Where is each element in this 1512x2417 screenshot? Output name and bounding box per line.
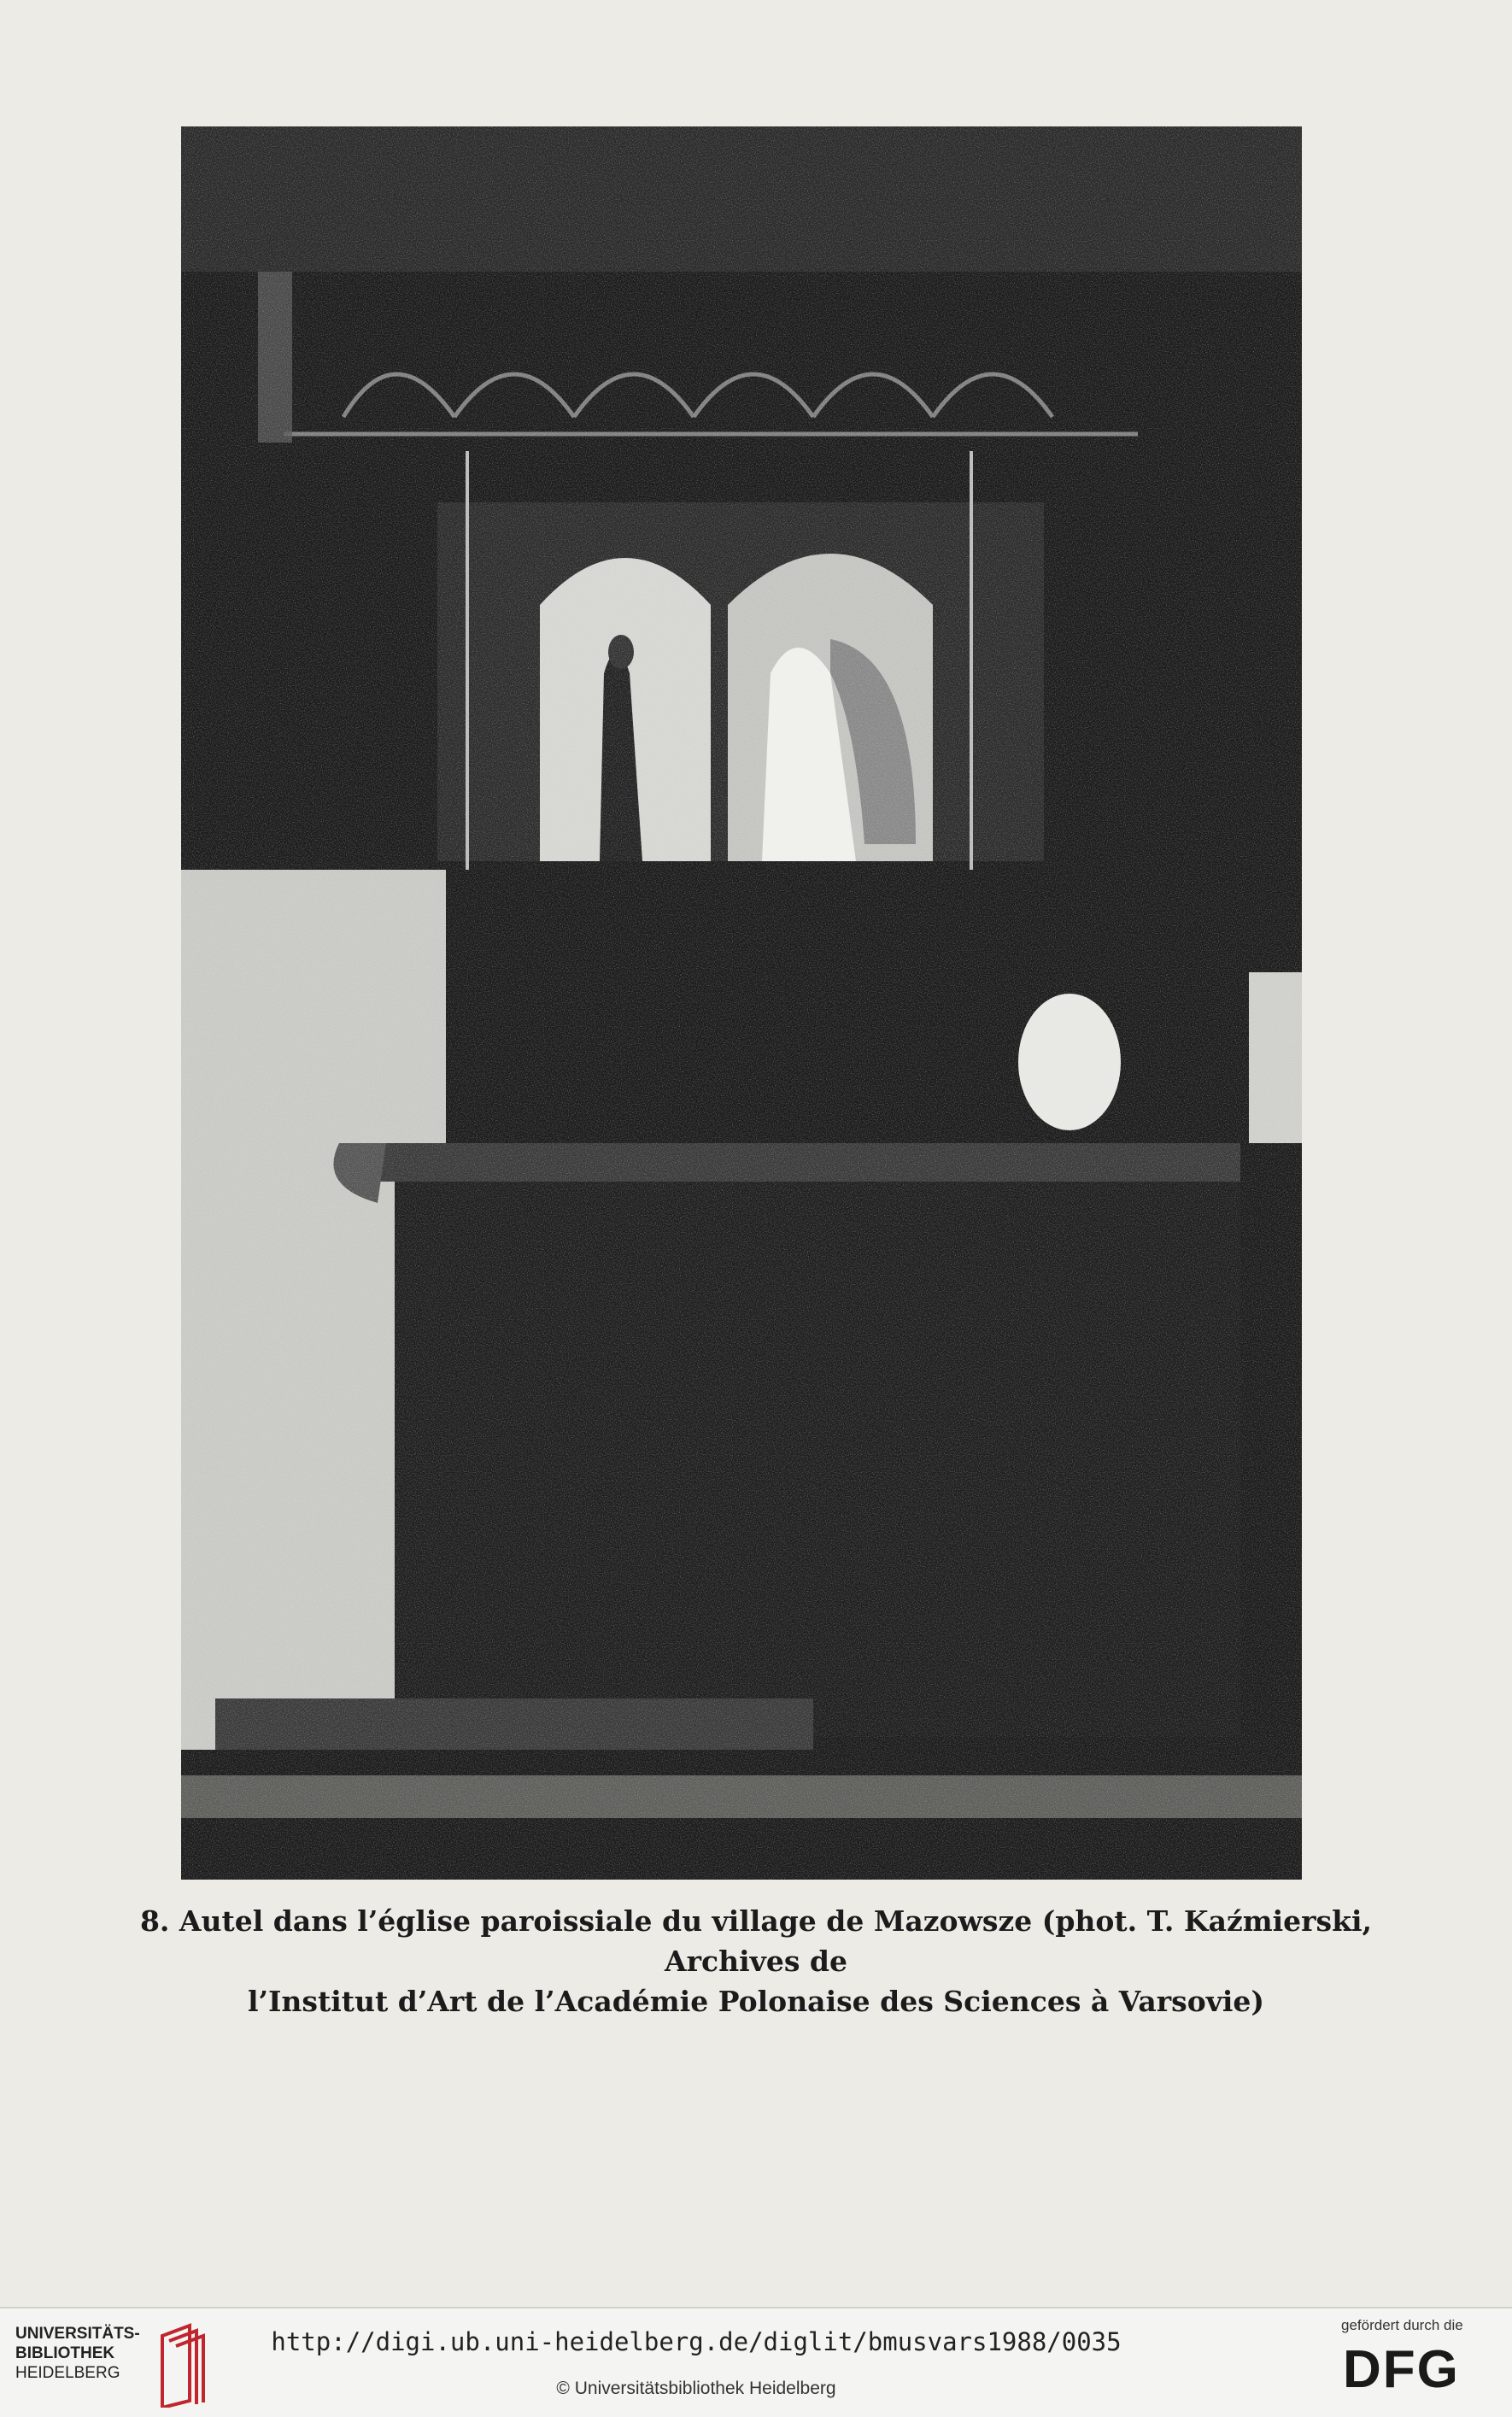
altar-photo-illustration [181, 126, 1302, 1880]
library-name-line-3: HEIDELBERG [15, 2364, 120, 2382]
library-logo[interactable] [15, 2324, 140, 2383]
caption-line-1: 8. Autel dans l’église paroissiale du village de Mazowsze (phot. T. Kaźmierski, Archives de [139, 1904, 1373, 1978]
figure-caption [103, 1901, 1409, 2021]
library-name-line-2: BIBLIOTHEK [15, 2344, 115, 2362]
altar-photograph [181, 126, 1302, 1880]
permalink-url[interactable]: http://digi.ub.uni-heidelberg.de/diglit/bmusvars1988/0035 [271, 2327, 1122, 2356]
funding-label: gefördert durch die [1341, 2317, 1463, 2333]
library-name-line-1: UNIVERSITÄTS- [15, 2325, 140, 2343]
copyright-notice: © Universitätsbibliothek Heidelberg [556, 2379, 836, 2398]
digitization-footer [0, 2307, 1512, 2417]
dfg-logo[interactable]: DFG [1343, 2340, 1460, 2399]
library-emblem-icon [154, 2319, 208, 2408]
caption-line-2: l’Institut d’Art de l’Académie Polonaise des Sciences à Varsovie) [247, 1985, 1265, 2018]
